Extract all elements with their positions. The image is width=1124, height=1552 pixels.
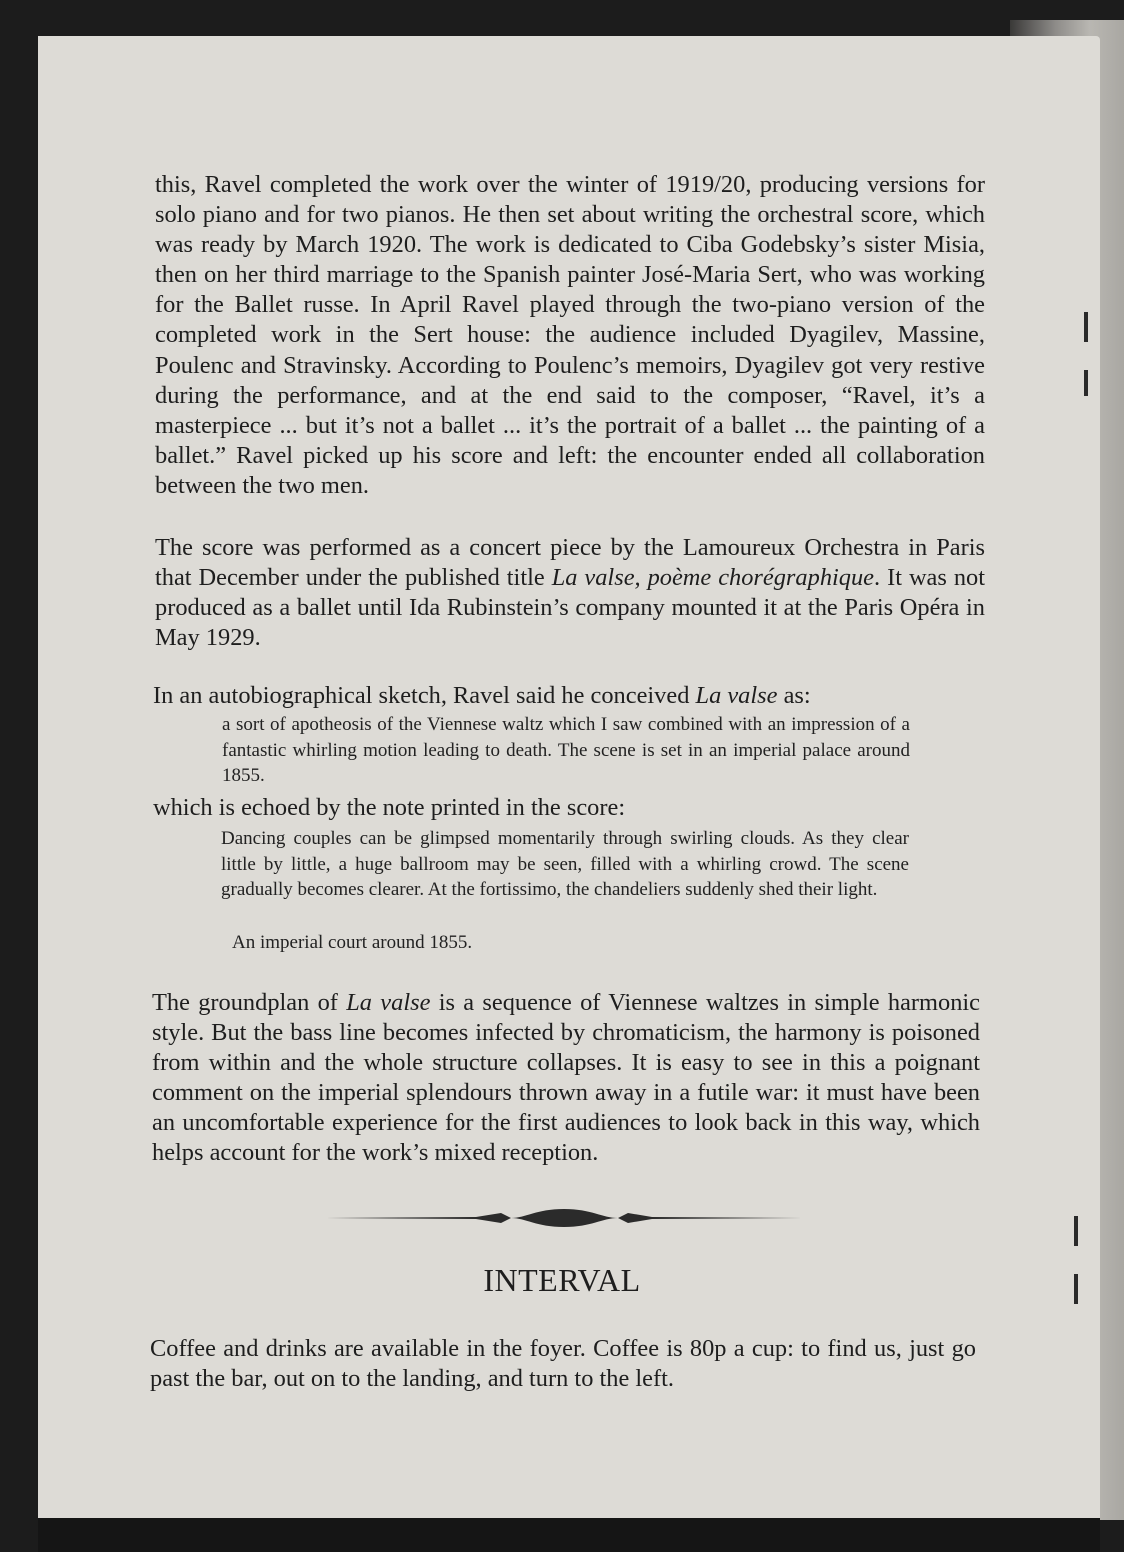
sketch-lead-title: La valse — [695, 682, 778, 709]
premiere-paragraph — [155, 533, 985, 657]
groundplan-title: La valse — [346, 989, 431, 1016]
groundplan-paragraph — [152, 988, 980, 1172]
score-quote: Dancing couples can be glimpsed momentarily through swirling clouds. As they clear little by little, a huge ballroom may be seen, filled with a whirling crowd. The scene gradually becomes clearer. At the fortissimo, the chandeliers suddenly shed their light. — [221, 828, 909, 900]
ornament-center-diamond — [511, 1209, 618, 1227]
premiere-text-before: The score was performed as a concert piece by the Lamoureux Orchestra in Paris that December under the published title — [155, 534, 985, 592]
edge-mark — [1074, 1216, 1078, 1246]
sketch-lead-before: In an autobiographical sketch, Ravel said he conceived — [153, 682, 696, 709]
intro-paragraph: this, Ravel completed the work over the winter of 1919/20, producing versions for solo piano and for two pianos. He then set about writing the orchestral score, which was ready by March 1920. The work is dedicated to Ciba Godebsky’s sister Misia, then on her third marriage to the Spanish painter José-Maria Sert, who was working for the Ballet russe. In April Ravel played through the two-piano version of the completed work in the Sert house: the audience included Dyagilev, Massine, Poulenc and Stravinsky. According to Poulenc’s memoirs, Dyagilev got very restive during the performance, and at the end said to the composer, “Ravel, it’s a masterpiece ... but it’s not a ballet ... it’s the portrait of a ballet ... the painting of a ballet.” Ravel picked up his score and left: the encounter ended all collaboration between the two men. — [155, 171, 985, 499]
ornament-left-arrow — [326, 1213, 511, 1223]
sketch-quote: a sort of apotheosis of the Viennese waltz which I saw combined with an impression of a fantastic whirling motion leading to death. The scene is set in an imperial palace around 1855. — [222, 714, 910, 786]
score-lead: which is echoed by the note printed in the score: — [153, 794, 626, 821]
premiere-title: La valse, poème chorégraphique — [551, 564, 875, 592]
score-quote-tail: An imperial court around 1855. — [232, 932, 473, 953]
bottom-shadow — [38, 1518, 1100, 1552]
sketch-lead — [153, 681, 811, 711]
premiere-text-after: . It was not produced as a ballet until Ida Rubinstein’s company mounted it at the Paris Opéra in May 1929. — [155, 564, 986, 652]
interval-heading: INTERVAL — [483, 1262, 641, 1298]
edge-mark — [1084, 312, 1088, 342]
interval-note: Coffee and drinks are available in the foyer. Coffee is 80p a cup: to find us, just go past the bar, out on to the landing, and turn to the left. — [150, 1335, 976, 1393]
ornament-divider — [326, 1203, 802, 1233]
groundplan-text-after: is a sequence of Viennese waltzes in simple harmonic style. But the bass line becomes infected by chromaticism, the harmony is poisoned from within and the whole structure collapses. It is easy to see in this a poignant comment on the imperial splendours thrown away in a futile war: it must have been an uncomfortable experience for the first audiences to look back in this way, which helps account for the work’s mixed reception. — [152, 989, 980, 1167]
edge-mark — [1084, 370, 1088, 396]
sketch-lead-after: as: — [777, 682, 811, 709]
ornament-right-arrow — [618, 1213, 802, 1223]
groundplan-text-before: The groundplan of — [152, 989, 347, 1016]
